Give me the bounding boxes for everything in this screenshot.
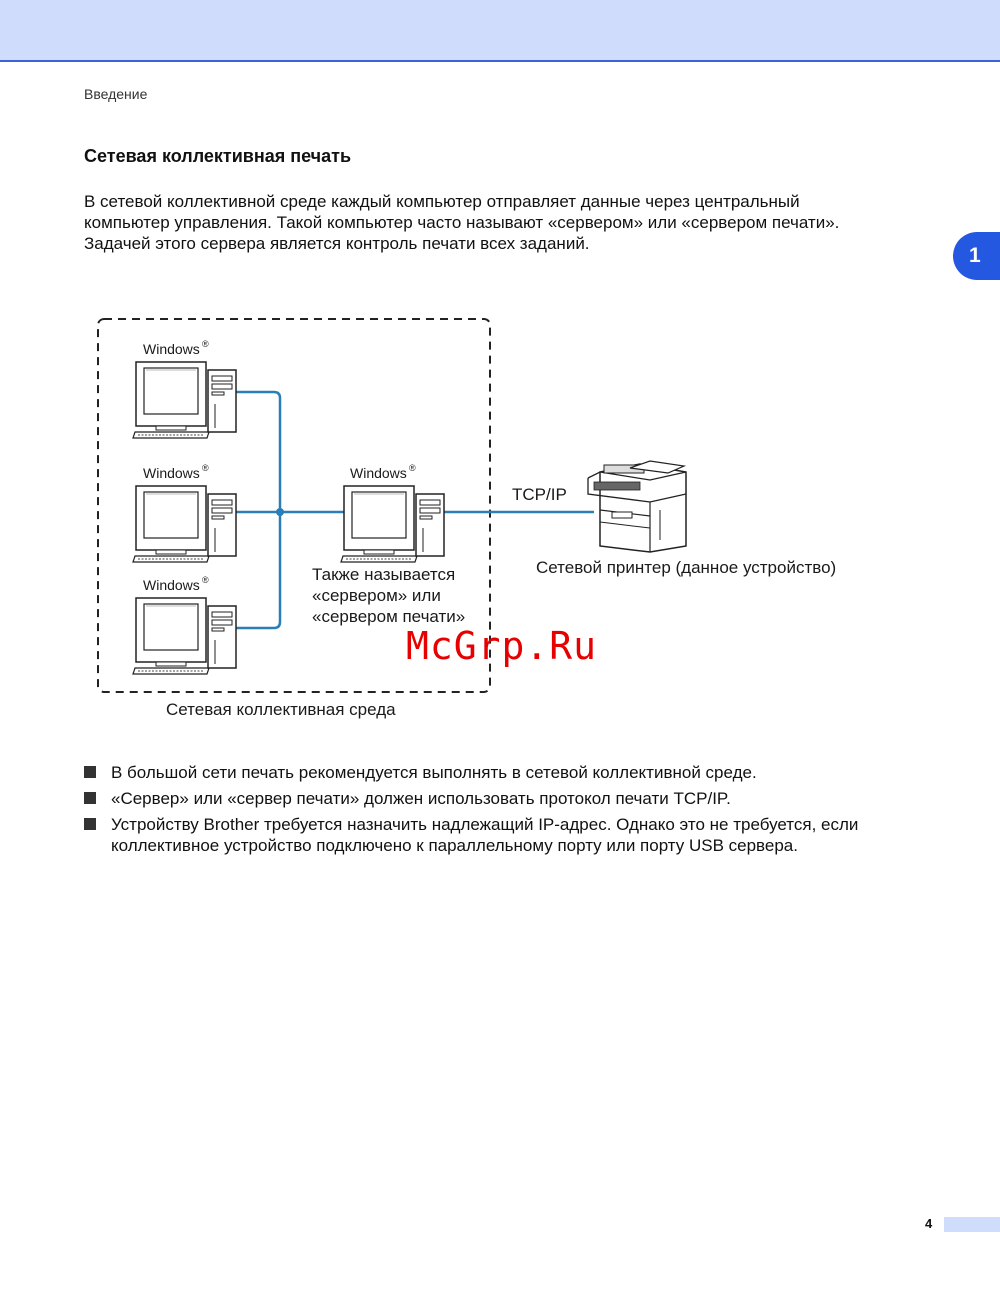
server-caption-line: Также называется [312, 565, 456, 584]
intro-line: В сетевой коллективной среде каждый компьютер отправляет данные через центральный [84, 192, 800, 211]
bullet-square-icon [84, 766, 96, 778]
client-label: Windows [143, 577, 200, 593]
footer-band [944, 1217, 1000, 1232]
chapter-number: 1 [969, 244, 981, 267]
client-label: Windows [143, 465, 200, 481]
server-label: Windows [350, 465, 407, 481]
client-pc-3 [133, 575, 236, 674]
client-label: Windows [143, 341, 200, 357]
server-caption-line: «сервером печати» [312, 607, 466, 626]
bullet-item [84, 762, 944, 783]
printer-caption: Сетевой принтер (данное устройство) [536, 558, 837, 577]
bullet-text: Устройству Brother требуется назначить надлежащий IP-адрес. Однако это не требуется, если [111, 815, 859, 834]
watermark-text: McGrp.Ru [406, 624, 598, 668]
section-title: Сетевая коллективная печать [84, 146, 352, 166]
registered-mark: ® [202, 575, 209, 585]
client-pc-1 [133, 339, 236, 438]
client-bus-line [236, 392, 280, 628]
intro-line: Задачей этого сервера является контроль печати всех заданий. [84, 234, 590, 253]
registered-mark: ® [202, 463, 209, 473]
page-number: 4 [925, 1216, 933, 1231]
bullet-item [84, 788, 944, 809]
environment-caption: Сетевая коллективная среда [166, 700, 396, 719]
bullet-text: «Сервер» или «сервер печати» должен использовать протокол печати TCP/IP. [111, 789, 731, 808]
chapter-tab[interactable] [953, 232, 1000, 280]
network-junction [276, 508, 284, 516]
bullet-square-icon [84, 792, 96, 804]
bullet-item [84, 814, 944, 856]
intro-line: компьютер управления. Такой компьютер часто называют «сервером» или «сервером печати». [84, 213, 840, 232]
protocol-label: TCP/IP [512, 485, 567, 504]
intro-paragraph [84, 191, 924, 254]
bullet-list [84, 762, 944, 861]
registered-mark: ® [409, 463, 416, 473]
client-pc-2 [133, 463, 236, 562]
registered-mark: ® [202, 339, 209, 349]
server-pc [341, 463, 444, 562]
bullet-square-icon [84, 818, 96, 830]
printer-icon [588, 461, 686, 552]
header-band [0, 0, 1000, 62]
network-diagram [0, 300, 1000, 740]
bullet-text: коллективное устройство подключено к параллельному порту или порту USB сервера. [111, 836, 798, 855]
bullet-text: В большой сети печать рекомендуется выполнять в сетевой коллективной среде. [111, 763, 757, 782]
server-caption-line: «сервером» или [312, 586, 441, 605]
breadcrumb: Введение [84, 86, 148, 102]
